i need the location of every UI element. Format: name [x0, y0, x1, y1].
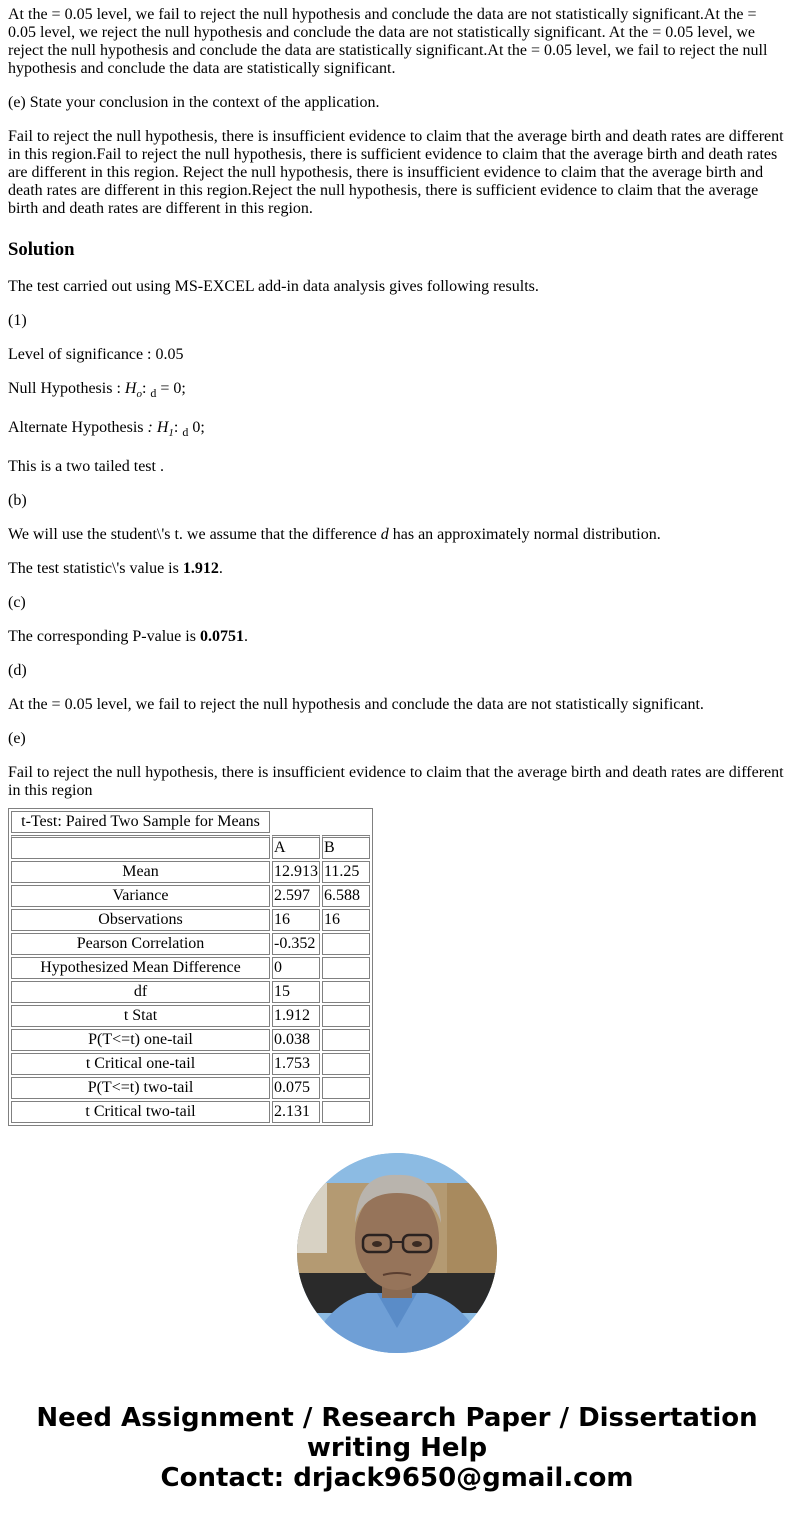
part-e-conclusion: Fail to reject the null hypothesis, there is insufficient evidence to claim that the average birth and death rates are different in this region [8, 764, 784, 800]
row-value-a: 0.075 [272, 1077, 320, 1099]
row-label: t Critical two-tail [11, 1101, 270, 1123]
two-tailed-note: This is a two tailed test . [8, 458, 164, 476]
row-value-b: 6.588 [322, 885, 370, 907]
table-row [11, 1101, 370, 1123]
table-title-row [11, 811, 370, 833]
row-value-b: 11.25 [322, 861, 370, 883]
row-value-a: 0.038 [272, 1029, 320, 1051]
part-b-text [8, 526, 786, 544]
alternate-hypothesis [8, 419, 786, 442]
table-row [11, 1053, 370, 1075]
table-header-row [11, 835, 370, 859]
table-title: t-Test: Paired Two Sample for Means [11, 811, 270, 833]
solution-intro: The test carried out using MS-EXCEL add-in data analysis gives following results. [8, 278, 539, 295]
null-rest: = 0; [156, 380, 186, 397]
row-value-b [322, 981, 370, 1003]
row-value-b [322, 957, 370, 979]
table-row [11, 861, 370, 883]
part-e-label: (e) [8, 730, 26, 748]
table-row [11, 1077, 370, 1099]
row-value-a: 2.131 [272, 1101, 320, 1123]
question-e-prompt: (e) State your conclusion in the context of the application. [8, 94, 380, 111]
p-value [8, 628, 786, 646]
alt-h-symbol [156, 419, 174, 440]
test-statistic-text: The test statistic\'s value is [8, 560, 183, 578]
part-b-label: (b) [8, 492, 27, 510]
row-value-b [322, 1053, 370, 1075]
table-row [11, 933, 370, 955]
contact-email: Contact: drjack9650@gmail.com [160, 1463, 634, 1493]
row-label: t Stat [11, 1005, 270, 1027]
alt-rest: 0; [188, 419, 205, 437]
alt-colon-italic: : [147, 419, 157, 437]
row-value-b [322, 1077, 370, 1099]
p-value-number: 0.0751 [199, 628, 244, 646]
contact-banner-line-2: writing Help [306, 1433, 488, 1463]
significance-level: Level of significance : 0.05 [8, 346, 184, 363]
column-header-b: B [322, 835, 370, 859]
row-value-b [322, 1101, 370, 1123]
table-row [11, 909, 370, 931]
null-d-subscript: d [150, 386, 157, 400]
difference-d: d [380, 526, 389, 544]
solution-heading: Solution [8, 239, 75, 260]
question-e-options: Fail to reject the null hypothesis, there is insufficient evidence to claim that the average birth and death rates are different in this region.Fail to reject the null hypothesis, there is sufficient evidence to claim that the average birth and death rates are different in this region. Reject the null hypothesis, there is insufficient evidence to claim that the average birth and death rates are different in this region.Reject the null hypothesis, there is sufficient evidence to claim that the average birth and death rates are different in this region. [8, 128, 784, 217]
table-row [11, 1029, 370, 1051]
null-colon: : [141, 380, 151, 397]
row-value-a: 15 [272, 981, 320, 1003]
table-row [11, 1005, 370, 1027]
p-value-text: The corresponding P-value is [8, 628, 200, 646]
alt-h-subscript: 1 [168, 427, 174, 440]
alt-prefix: Alternate Hypothesis [8, 419, 148, 437]
part-d-label: (d) [8, 662, 27, 680]
p-value-period: . [243, 628, 248, 646]
row-label: P(T<=t) one-tail [11, 1029, 270, 1051]
row-value-a: 1.912 [272, 1005, 320, 1027]
part-d-conclusion: At the = 0.05 level, we fail to reject the null hypothesis and conclude the data are not statistically significant. [8, 696, 704, 714]
table-title-spacer [272, 811, 370, 833]
row-label: Pearson Correlation [11, 933, 270, 955]
test-statistic-period: . [218, 560, 223, 578]
row-value-b [322, 1029, 370, 1051]
null-h-subscript: o [136, 388, 142, 401]
row-value-a: 0 [272, 957, 320, 979]
row-value-a: -0.352 [272, 933, 320, 955]
table-row [11, 981, 370, 1003]
ttest-results-table [8, 808, 373, 1126]
part-c-label: (c) [8, 594, 26, 612]
alt-colon: : [173, 419, 183, 437]
table-row [11, 885, 370, 907]
test-statistic-value: 1.912 [182, 560, 219, 578]
null-h-letter: H [124, 380, 137, 397]
table-row [11, 957, 370, 979]
column-header-a: A [272, 835, 320, 859]
row-label: t Critical one-tail [11, 1053, 270, 1075]
author-avatar [297, 1153, 497, 1353]
alt-d-subscript: d [182, 425, 189, 440]
part-b-text-1: We will use the student\'s t. we assume that the difference [8, 526, 381, 544]
row-label: Variance [11, 885, 270, 907]
row-value-b [322, 1005, 370, 1027]
row-value-a: 2.597 [272, 885, 320, 907]
test-statistic [8, 560, 786, 578]
alt-h-letter: H [156, 419, 169, 437]
part-b-text-2: has an approximately normal distribution. [388, 526, 661, 544]
row-label: Hypothesized Mean Difference [11, 957, 270, 979]
null-prefix: Null Hypothesis : [8, 380, 125, 397]
null-hypothesis [8, 380, 786, 403]
row-value-b: 16 [322, 909, 370, 931]
row-value-b [322, 933, 370, 955]
row-value-a: 16 [272, 909, 320, 931]
contact-banner [0, 1403, 794, 1493]
row-label: P(T<=t) two-tail [11, 1077, 270, 1099]
row-label: Mean [11, 861, 270, 883]
null-h-symbol [124, 380, 142, 401]
row-label: Observations [11, 909, 270, 931]
column-header-blank [11, 835, 270, 859]
row-label: df [11, 981, 270, 1003]
row-value-a: 1.753 [272, 1053, 320, 1075]
part-1-label: (1) [8, 312, 27, 329]
contact-banner-line-1: Need Assignment / Research Paper / Dissertation [36, 1403, 758, 1433]
question-d-options: At the = 0.05 level, we fail to reject the null hypothesis and conclude the data are not statistically significant.At the = 0.05 level, we reject the null hypothesis and conclude the data are not statistically significant. At the = 0.05 level, we reject the null hypothesis and conclude the data are statistically significant.At the = 0.05 level, we fail to reject the null hypothesis and conclude the data are statistically significant. [8, 6, 768, 77]
avatar-portrait-icon [297, 1153, 497, 1353]
row-value-a: 12.913 [272, 861, 320, 883]
